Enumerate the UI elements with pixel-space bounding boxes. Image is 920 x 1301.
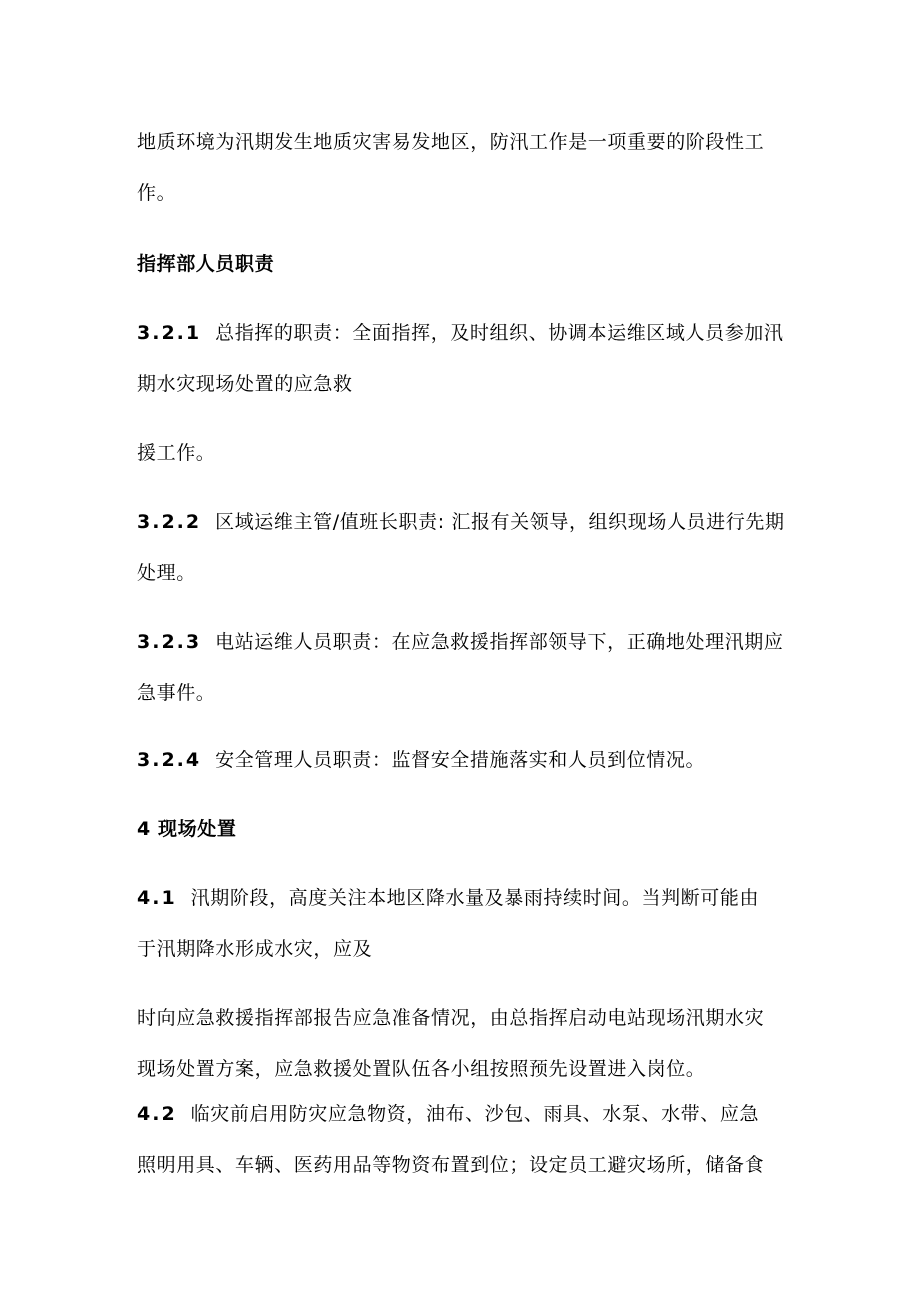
intro-line-1: 地质环境为汛期发生地质灾害易发地区，防汛工作是一项重要的阶段性工 [137,131,765,153]
heading-section-4: 4 现场处置 [137,818,237,840]
item-3-2-1-line-1 [137,321,784,345]
item-4-1-line-2: 于汛期降水形成水灾，应及 [137,938,373,960]
item-3-2-4-text: 安全管理人员职责：监督安全措施落实和人员到位情况。 [215,749,706,771]
item-3-2-2-number: 3.2.2 [137,511,202,533]
item-4-1-number: 4.1 [137,887,177,909]
item-4-2-text: 临灾前启用防灾应急物资，油布、沙包、雨具、水泵、水带、应急 [190,1103,760,1125]
item-3-2-1-line-3: 援工作。 [137,442,216,464]
item-3-2-4-line-1 [137,748,705,772]
item-4-1-text: 汛期阶段，高度关注本地区降水量及暴雨持续时间。当判断可能由 [190,887,760,909]
item-3-2-1-number: 3.2.1 [137,322,202,344]
item-4-1-line-1 [137,886,759,910]
item-4-2-line-2: 照明用具、车辆、医药用品等物资布置到位；设定员工避灾场所，储备食 [137,1154,765,1176]
intro-line-2: 作。 [137,182,177,204]
item-3-2-3-line-2: 急事件。 [137,682,216,704]
item-3-2-3-text: 电站运维人员职责：在应急救援指挥部领导下，正确地处理汛期应 [215,631,784,653]
item-4-1-line-3: 时向应急救援指挥部报告应急准备情况，由总指挥启动电站现场汛期水灾 [137,1007,765,1029]
item-3-2-2-line-2: 处理。 [137,562,196,584]
item-3-2-1-text: 总指挥的职责：全面指挥，及时组织、协调本运维区域人员参加汛 [215,322,784,344]
item-4-2-number: 4.2 [137,1103,177,1125]
item-3-2-1-line-2: 期水灾现场处置的应急救 [137,373,353,395]
item-3-2-4-number: 3.2.4 [137,749,202,771]
item-4-1-line-4: 现场处置方案，应急救援处置队伍各小组按照预先设置进入岗位。 [137,1058,706,1080]
item-3-2-3-line-1 [137,630,784,654]
item-4-2-line-1 [137,1102,759,1126]
item-3-2-2-line-1 [137,510,785,534]
heading-command-duties: 指挥部人员职责 [137,253,275,275]
item-3-2-3-number: 3.2.3 [137,631,202,653]
item-3-2-2-text: 区域运维主管/值班长职责: 汇报有关领导，组织现场人员进行先期 [215,511,785,533]
